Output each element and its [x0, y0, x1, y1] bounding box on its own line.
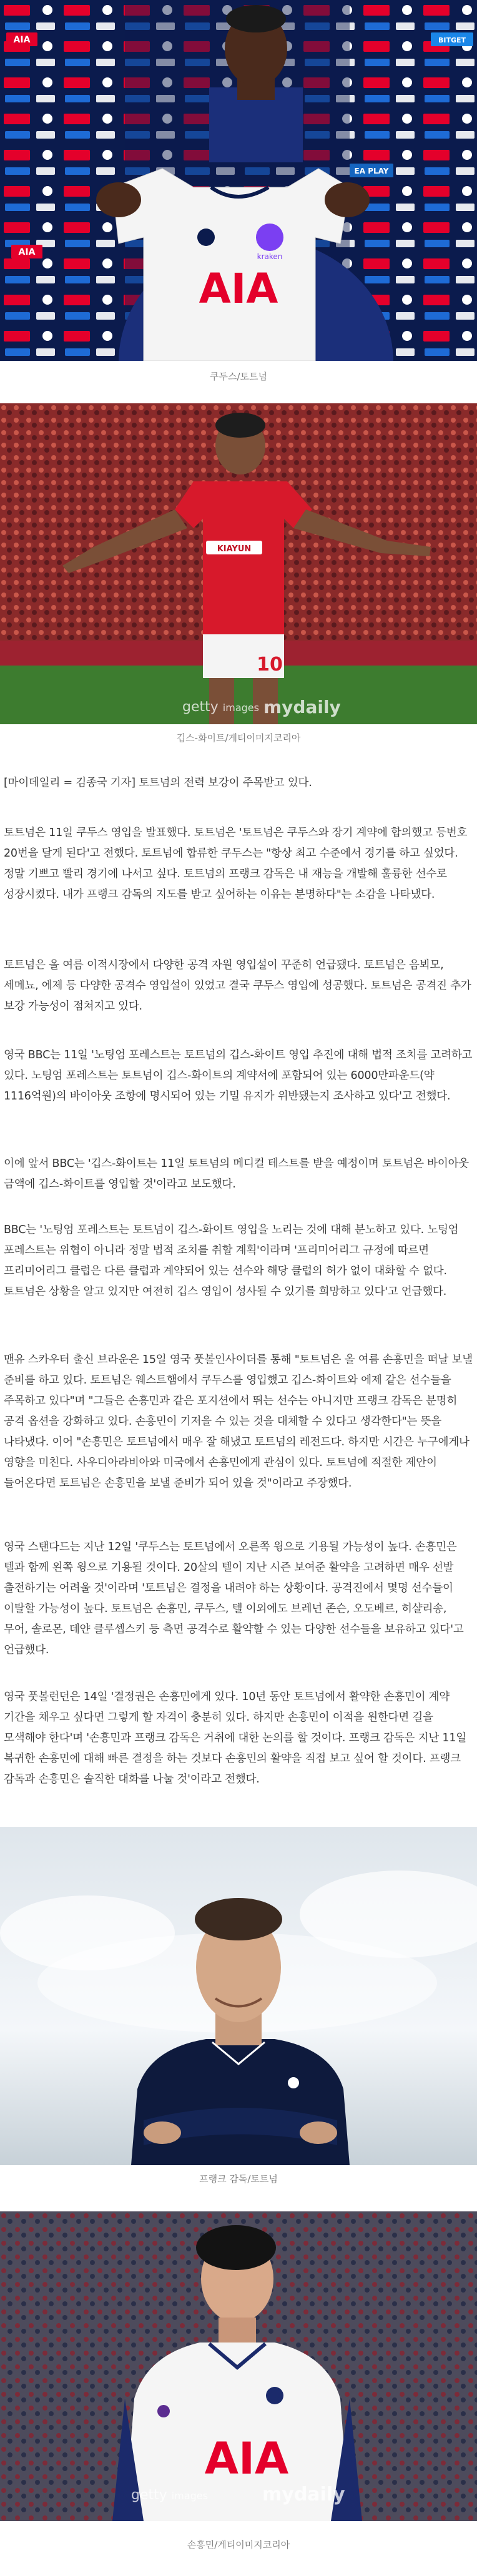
frank-photo	[0, 1827, 477, 2165]
article-paragraph: 이에 앞서 BBC는 '깁스-화이트는 11일 토트넘의 메디컬 테스트를 받을 예정이며 토트넘은 바이아웃 금액에 깁스-화이트를 영입할 것'이라고 보도했다.	[4, 1158, 469, 1191]
kraken-logo	[256, 224, 283, 251]
kudus-photo	[0, 0, 477, 361]
aia-shirt-logo: AIA	[204, 2433, 289, 2484]
kiayun-sponsor-logo: KIAYUN	[217, 544, 252, 554]
son-photo-caption: 손흥민/게티이미지코리아	[187, 2539, 290, 2550]
gibbs-white-photo	[0, 403, 477, 724]
gibbs-white-photo-caption: 깁스-화이트/게티이미지코리아	[176, 732, 301, 744]
svg-text:kraken: kraken	[257, 252, 283, 261]
article-paragraph: [마이데일리 = 김종국 기자] 토트넘의 전력 보강이 주목받고 있다.	[4, 777, 312, 789]
svg-text:AIA: AIA	[18, 247, 36, 257]
article-paragraph: 영국 스탠다드는 지난 12일 '쿠두스는 토트넘에서 오른쪽 윙으로 기용될 가능성이 높다. 손흥민은 텔과 함께 왼쪽 윙으로 기용될 것이다. 20살의 텔이 지난 시즌 보여준 활약을 고려하면 매우 선발 출전하기는 어려울 것'이라며 '토트넘은 결정을 내려야 하는 상황이다. 공격진에서 몇명 선수들이 이탈할 가능성이 높다. 토트넘은 손흥민, 쿠두스, 텔 이외에도 브레넌 존슨, 오도베르, 히샬리송, 무어, 솔로몬, 데얀 클루셉스키 등 측면 공격수로 활약할 수 있는 다양한 선수들을 보유하고 있다'고 언급했다.	[4, 1541, 464, 1656]
ea-play-board-logo	[350, 164, 393, 177]
getty-watermark: getty images	[182, 699, 259, 715]
aia-board-logo	[6, 32, 37, 46]
spurs-crest-icon	[266, 2387, 283, 2404]
son-photo-graphic	[0, 2211, 477, 2521]
article-paragraph: 토트넘은 11일 쿠두스 영입을 발표했다. 토트넘은 '토트넘은 쿠두스와 장기 계약에 합의했고 등번호 20번을 달게 된다'고 전했다. 토트넘에 합류한 쿠두스는 "항상 최고 수준에서 경기를 하고 싶었다. 정말 기쁘고 빨리 경기에 나서고 싶다. 토트넘의 프랭크 감독은 내 재능을 개발해 훌륭한 선수로 성장시켰다. 내가 프랭크 감독의 지도를 받고 싶어하는 이유는 분명하다"는 소감을 나타냈다.	[4, 827, 468, 901]
aia-shirt-logo: AIA	[199, 265, 278, 313]
spurs-crest-icon	[288, 2077, 299, 2088]
shorts-number: 10	[257, 654, 283, 676]
premier-league-badge-icon	[157, 2405, 170, 2417]
svg-text:BITGET: BITGET	[438, 36, 466, 44]
getty-watermark: getty images	[131, 2487, 208, 2503]
mydaily-watermark: mydaily	[262, 2484, 345, 2505]
spurs-crest-icon	[197, 229, 215, 246]
son-photo	[0, 2211, 477, 2521]
article-paragraph: 영국 BBC는 11일 '노팅엄 포레스트는 토트넘의 깁스-화이트 영입 추진에 대해 법적 조치를 고려하고 있다. 노팅엄 포레스트는 토트넘이 깁스-화이트의 계약서에 포함되어 있는 6000만파운드(약 1116억원)의 바이아웃 조항에 명시되어 있는 기밀 유지가 위반됐는지 조사하고 있다'고 전했다.	[4, 1049, 473, 1103]
frank-photo-graphic	[0, 1827, 477, 2165]
article-paragraph: 토트넘은 올 여름 이적시장에서 다양한 공격 자원 영입설이 꾸준히 언급됐다. 토트넘은 음뵈모, 세메뇨, 에제 등 다양한 공격수 영입설이 있었고 결국 쿠두스 영입에 성공했다. 토트넘은 공격진 추가 보강 가능성이 점쳐지고 있다.	[4, 959, 471, 1013]
svg-text:EA PLAY: EA PLAY	[354, 167, 389, 175]
kudus-photo-caption: 쿠두스/토트넘	[210, 371, 267, 382]
gibbs-white-photo-graphic	[0, 403, 477, 724]
frank-photo-caption: 프랭크 감독/토트넘	[199, 2173, 278, 2185]
aia-sports-board-logo	[11, 245, 42, 258]
article-paragraph: BBC는 '노팅엄 포레스트는 토트넘이 깁스-화이트 영입을 노리는 것에 대해 분노하고 있다. 노팅엄 포레스트는 위협이 아니라 정말 법적 조치를 취할 계획'이라며 '프리미어리그 규정에 따르면 프리미어리그 클럽은 다른 클럽과 계약되어 있는 선수와 해당 클럽의 허가 없이 대화할 수 없다. 토트넘은 상황을 알고 있지만 여전히 깁스 영입이 성사될 수 있기를 희망하고 있다'고 언급했다.	[4, 1224, 459, 1298]
article-paragraph: 영국 풋볼런던은 14일 '결정권은 손흥민에게 있다. 10년 동안 토트넘에서 활약한 손흥민이 계약 기간을 채우고 싶다면 그렇게 할 자격이 충분히 있다. 하지만 손흥민이 이적을 원한다면 길을 모색해야 한다'며 '손흥민과 프랭크 감독은 거취에 대한 논의를 할 것이다. 프랭크 감독은 지난 11일 복귀한 손흥민에 대해 빠른 결정을 하는 것보다 손흥민의 활약을 직접 보고 싶어 할 것이다. 프랭크 감독과 손흥민은 솔직한 대화를 나눌 것'이라고 전했다.	[4, 1691, 466, 1786]
article-paragraph: 맨유 스카우터 출신 브라운은 15일 영국 풋볼인사이더를 통해 "토트넘은 올 여름 손흥민을 떠날 보낼 준비를 하고 있다. 토트넘은 웨스트햄에서 쿠두스를 영입했고 깁스-화이트와 에제 같은 선수들을 주목하고 있다"며 "그들은 손흥민과 같은 포지션에서 뛰는 선수는 아니지만 프랭크 감독은 분명히 공격 옵션을 강화하고 있다. 손흥민이 기저을 수 있는 것을 대체할 수 있다고 생각한다"는 뜻을 나타냈다. 이어 "손흥민은 토트넘에서 매우 잘 해냈고 토트넘의 레전드다. 하지만 시간은 누구에게나 영향을 미친다. 사우디아라비아와 미국에서 손흥민에게 관심이 있다. 토트넘에 적절한 제안이 들어온다면 토트넘은 손흥민을 보낼 준비가 되어 있을 것"이라고 주장했다.	[4, 1354, 473, 1490]
bitget-board-logo	[431, 32, 473, 46]
kudus-photo-graphic	[0, 0, 477, 361]
mydaily-watermark: mydaily	[263, 697, 341, 717]
svg-text:AIA: AIA	[13, 35, 31, 45]
